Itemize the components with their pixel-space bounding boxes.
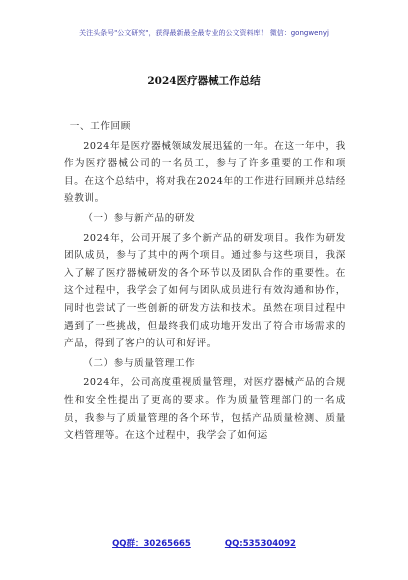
section-heading-review: 一、工作回顾 (69, 121, 131, 132)
new-products-paragraph: 2024年，公司开展了多个新产品的研发项目。我作为研发团队成员，参与了其中的两个项目。通过参与这些项目，我深入了解了医疗器械研发的各个环节以及团队合作的重要性。在这个过程中，我学会了如何与团队成员进行有效沟通和协作，同时也尝试了一些创新的研发方法和技术。虽然在项目过程中遇到了一些挑战，但最终我们成功地开发出了符合市场需求的产品，得到了客户的认可和好评。 (64, 232, 346, 350)
subsection-heading-new-products: （一）参与新产品的研发 (83, 212, 196, 224)
quality-paragraph: 2024年，公司高度重视质量管理，对医疗器械产品的合规性和安全性提出了更高的要求。作为质量管理部门的一名成员，我参与了质量管理的各个环节，包括产品质量检测、质量文档管理等。在这个过程中，我学会了如何运 (64, 377, 346, 442)
document-title: 2024医疗器械工作总结 (147, 75, 261, 87)
footer-qq-group[interactable]: QQ群：30265665 (112, 539, 191, 549)
intro-paragraph: 2024年是医疗器械领域发展迅猛的一年。在这一年中，我作为医疗器械公司的一名员工，参与了许多重要的工作和项目。在这个总结中，将对我在2024年的工作进行回顾并总结经验教训。 (64, 140, 346, 205)
header-promo-note: 关注头条号"公文研究"，获得最新最全最专业的公文资料库！ 微信：gongwenyj (79, 29, 329, 37)
document-body (64, 118, 346, 447)
footer-qq-number[interactable]: QQ:535304092 (224, 539, 296, 549)
footer-contact (0, 537, 408, 549)
subsection-heading-quality: （二）参与质量管理工作 (83, 357, 196, 369)
